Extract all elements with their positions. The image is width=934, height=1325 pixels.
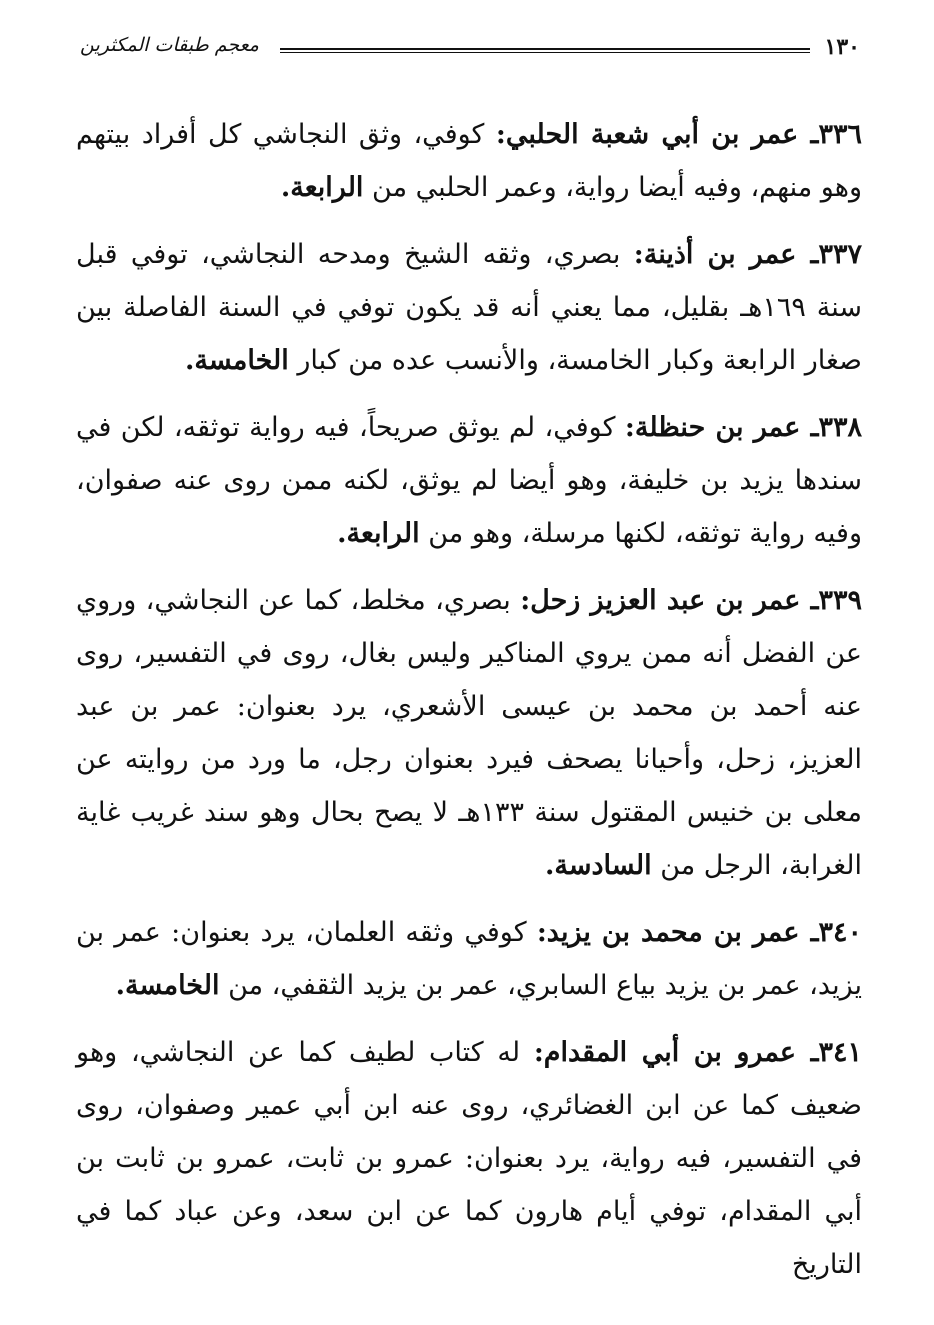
entry-341: ٣٤١ـ عمرو بن أبي المقدام: له كتاب لطيف كما عن النجاشي، وهو ضعيف كما عن ابن الغضائري، روى عنه ابن أبي عمير وصفوان، روى في التفسير، فيه رواية، يرد بعنوان: عمرو بن ثابت، عمرو بن ثابت بن أبي المقدام، توفي أيام هارون كما عن ابن سعد، وعن عباد كما في التاريخ bbox=[76, 1037, 863, 1280]
entry-number: ٣٤١ bbox=[818, 1037, 863, 1068]
entry-text: بصري، مخلط، كما عن النجاشي، وروي عن الفضل أنه ممن يروي المناكير وليس بغال، روى في التفسير، روى عنه أحمد بن محمد بن عيسى الأشعري، يرد بعنوان: عمر بن عبد العزيز، زحل، وأحيانا يصحف فيرد بعنوان رجل، ما ورد من روايته عن معلى بن خنيس المقتول سنة ١٣٣هـ لا يصح بحال وهو سند غريب غاية الغرابة، الرجل من bbox=[76, 585, 862, 881]
entry-number: ٣٣٨ bbox=[818, 412, 863, 443]
entry-340: ٣٤٠ـ عمر بن محمد بن يزيد: كوفي وثقه العلمان، يرد بعنوان: عمر بن يزيد، عمر بن يزيد بياع السابري، عمر بن يزيد الثقفي، من الخامسة. bbox=[76, 917, 862, 1001]
header-rule bbox=[280, 48, 810, 53]
entry-name: عمر بن حنظلة: bbox=[624, 412, 801, 443]
entry-number: ٣٣٦ bbox=[818, 119, 862, 150]
entry-name: عمر بن أذينة: bbox=[633, 239, 797, 270]
entry-grade: الرابعة. bbox=[337, 518, 420, 549]
entry-number: ٣٤٠ bbox=[818, 917, 862, 948]
entry-name: عمر بن محمد بن يزيد: bbox=[536, 917, 800, 948]
entry-339: ٣٣٩ـ عمر بن عبد العزيز زحل: بصري، مخلط، كما عن النجاشي، وروي عن الفضل أنه ممن يروي المناكير وليس بغال، روى في التفسير، روى عنه أحمد بن محمد بن عيسى الأشعري، يرد بعنوان: عمر بن عبد العزيز، زحل، وأحيانا يصحف فيرد بعنوان رجل، ما ورد من روايته عن معلى بن خنيس المقتول سنة ١٣٣هـ لا يصح بحال وهو سند غريب غاية الغرابة، الرجل من السادسة. bbox=[76, 585, 863, 881]
entry-336: ٣٣٦ـ عمر بن أبي شعبة الحلبي: كوفي، وثق النجاشي كل أفراد بيتهم وهو منهم، وفيه أيضا رواية، وعمر الحلبي من الرابعة. bbox=[76, 119, 862, 203]
entry-grade: الخامسة. bbox=[184, 345, 289, 376]
entry-grade: الرابعة. bbox=[280, 172, 364, 203]
page-body bbox=[76, 108, 862, 1305]
page-number: ١٣٠ bbox=[824, 34, 860, 60]
entry-grade: الخامسة. bbox=[115, 970, 220, 1001]
entry-name: عمر بن عبد العزيز زحل: bbox=[520, 585, 801, 616]
running-title: معجم طبقات المكثرين bbox=[80, 34, 259, 56]
entry-number: ٣٣٩ bbox=[818, 585, 863, 616]
entry-name: عمرو بن أبي المقدام: bbox=[533, 1037, 797, 1068]
entry-text: كوفي وثقه العلمان، يرد بعنوان: عمر بن يزيد، عمر بن يزيد بياع السابري، عمر بن يزيد الثقفي، من bbox=[76, 917, 862, 1001]
entry-grade: السادسة. bbox=[545, 850, 652, 881]
entry-text: كوفي، وثق النجاشي كل أفراد بيتهم وهو منهم، وفيه أيضا رواية، وعمر الحلبي من bbox=[76, 119, 862, 203]
entry-name: عمر بن أبي شعبة الحلبي: bbox=[495, 119, 799, 150]
entry-text: كوفي، لم يوثق صريحاً، فيه رواية توثقه، لكن في سندها يزيد بن خليفة، وهو أيضا لم يوثق، لكنه ممن روى عنه صفوان، وفيه رواية توثقه، لكنها مرسلة، وهو من bbox=[76, 412, 862, 549]
entry-number: ٣٣٧ bbox=[818, 239, 862, 270]
page-header bbox=[80, 28, 860, 68]
entry-338: ٣٣٨ـ عمر بن حنظلة: كوفي، لم يوثق صريحاً، فيه رواية توثقه، لكن في سندها يزيد بن خليفة، وهو أيضا لم يوثق، لكنه ممن روى عنه صفوان، وفيه رواية توثقه، لكنها مرسلة، وهو من الرابعة. bbox=[76, 412, 863, 549]
entry-337: ٣٣٧ـ عمر بن أذينة: بصري، وثقه الشيخ ومدحه النجاشي، توفي قبل سنة ١٦٩هـ بقليل، مما يعني أنه قد يكون توفي في السنة الفاصلة بين صغار الرابعة وكبار الخامسة، والأنسب عده من كبار الخامسة. bbox=[76, 239, 862, 376]
entry-text: له كتاب لطيف كما عن النجاشي، وهو ضعيف كما عن ابن الغضائري، روى عنه ابن أبي عمير وصفوان، روى في التفسير، فيه رواية، يرد بعنوان: عمرو بن ثابت، عمرو بن ثابت بن أبي المقدام، توفي أيام هارون كما عن ابن سعد، وعن عباد كما في التاريخ bbox=[76, 1037, 862, 1280]
entry-text: بصري، وثقه الشيخ ومدحه النجاشي، توفي قبل سنة ١٦٩هـ بقليل، مما يعني أنه قد يكون توفي في السنة الفاصلة بين صغار الرابعة وكبار الخامسة، والأنسب عده من كبار bbox=[76, 239, 862, 376]
